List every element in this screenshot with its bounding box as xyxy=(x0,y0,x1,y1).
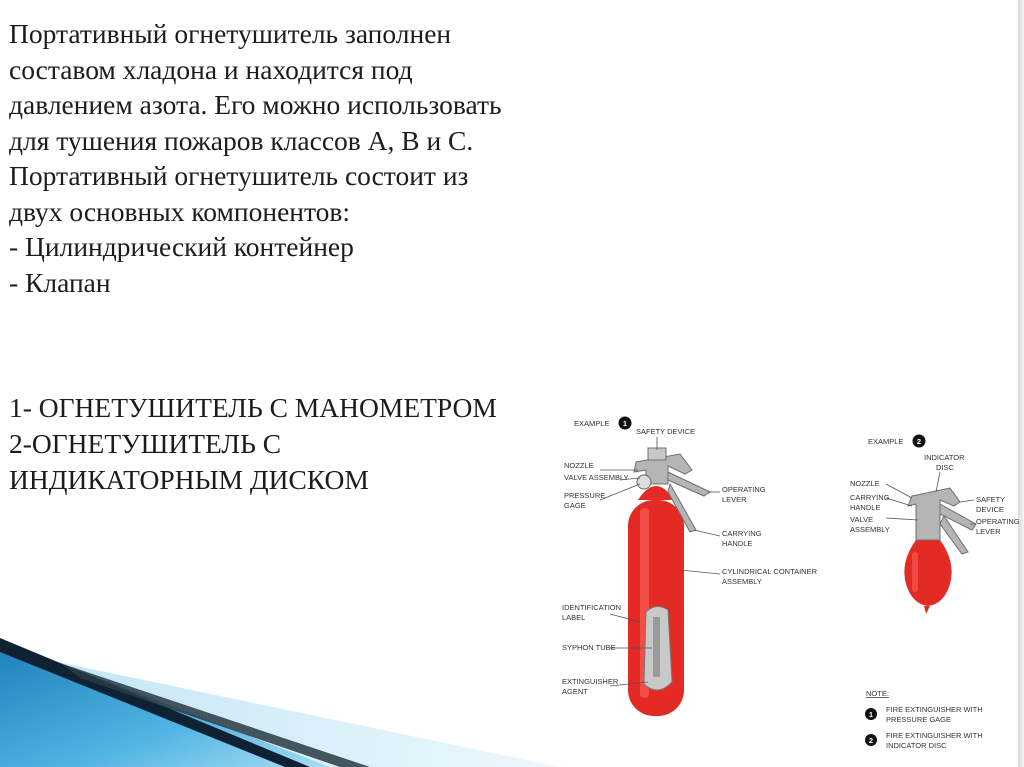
round-body-tip xyxy=(924,606,930,614)
caption-line: 2-ОГНЕТУШИТЕЛЬ С xyxy=(9,428,282,459)
note-2-line2: INDICATOR DISC xyxy=(886,741,947,750)
round-body xyxy=(904,540,951,606)
label-nozzle-2: NOZZLE xyxy=(850,479,880,488)
label-gage: GAGE xyxy=(564,501,586,510)
note-title: NOTE: xyxy=(866,689,889,698)
body-line: давлением азота. Его можно использовать xyxy=(9,89,502,120)
label-syphon-tube: SYPHON TUBE xyxy=(562,643,616,652)
label-valve-2: VALVE xyxy=(850,515,874,524)
label-handle-2: HANDLE xyxy=(850,503,881,512)
label-operating-2: OPERATING xyxy=(976,517,1020,526)
note-2-line1: FIRE EXTINGUISHER WITH xyxy=(886,731,983,740)
label-label: LABEL xyxy=(562,613,586,622)
note-1-number: 1 xyxy=(868,710,874,719)
label-safety-2: SAFETY xyxy=(976,495,1006,504)
label-lever-2: LEVER xyxy=(976,527,1001,536)
body-line: двух основных компонентов: xyxy=(9,195,351,227)
body-line: составом хладона и находится под xyxy=(9,53,413,85)
caption-line: ИНДИКАТОРНЫМ ДИСКОМ xyxy=(9,464,369,495)
extinguisher-diagram xyxy=(540,412,1024,767)
example-2-number: 2 xyxy=(916,437,922,446)
label-handle: HANDLE xyxy=(722,539,753,548)
label-assembly-2: ASSEMBLY xyxy=(850,525,890,534)
label-lever: LEVER xyxy=(722,495,747,504)
label-disc: DISC xyxy=(936,463,954,472)
note-2-number: 2 xyxy=(868,736,874,745)
label-identification: IDENTIFICATION xyxy=(562,603,622,612)
label-valve-assembly: VALVE ASSEMBLY xyxy=(564,473,629,482)
example-1-number: 1 xyxy=(622,419,628,428)
label-device-2: DEVICE xyxy=(976,505,1004,514)
label-extinguisher: EXTINGUISHER xyxy=(562,677,619,686)
label-pressure: PRESSURE xyxy=(564,491,606,500)
body-line: - Цилиндрический контейнер xyxy=(9,231,354,262)
round-body-highlight xyxy=(912,552,918,592)
syphon-tube xyxy=(653,617,660,677)
label-agent: AGENT xyxy=(562,687,588,696)
pressure-gage-part xyxy=(637,475,651,489)
label-safety-device: SAFETY DEVICE xyxy=(636,427,696,436)
example-1-group xyxy=(562,417,818,717)
label-carrying-2: CARRYING xyxy=(850,493,890,502)
slide-body-text xyxy=(9,16,629,300)
corner-stripe-decoration xyxy=(0,630,560,767)
example-2-group xyxy=(850,435,1020,615)
example-2-title: EXAMPLE xyxy=(868,437,904,446)
label-cylindrical: CYLINDRICAL CONTAINER xyxy=(722,567,818,576)
label-operating: OPERATING xyxy=(722,485,766,494)
example-1-title: EXAMPLE xyxy=(574,419,610,428)
caption-line: 1- ОГНЕТУШИТЕЛЬ С МАНОМЕТРОМ xyxy=(9,392,497,423)
body-line: Портативный огнетушитель состоит из xyxy=(9,160,469,191)
label-indicator: INDICATOR xyxy=(924,453,965,462)
body-line: для тушения пожаров классов А, В и С. xyxy=(9,124,474,156)
label-assembly: ASSEMBLY xyxy=(722,577,762,586)
note-1-line1: FIRE EXTINGUISHER WITH xyxy=(886,705,983,714)
label-nozzle: NOZZLE xyxy=(564,461,594,470)
note-group xyxy=(865,689,983,750)
note-1-line2: PRESSURE GAGE xyxy=(886,715,952,724)
slide-caption xyxy=(9,390,629,498)
label-carrying: CARRYING xyxy=(722,529,762,538)
body-line: Портативный огнетушитель заполнен xyxy=(9,18,452,49)
body-line: - Клапан xyxy=(9,266,111,298)
